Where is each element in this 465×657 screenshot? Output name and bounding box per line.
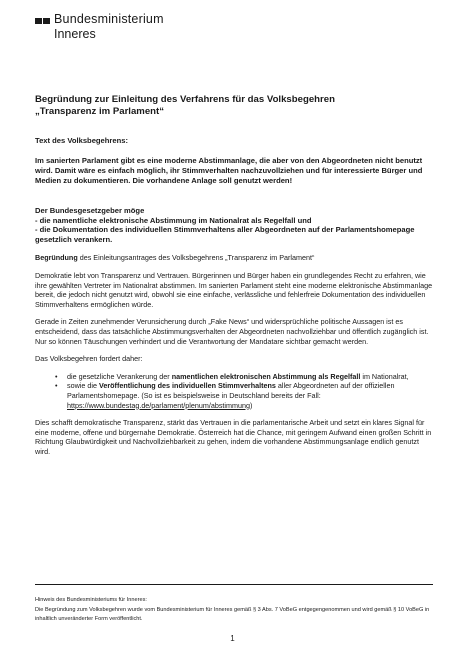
footer-divider bbox=[35, 584, 433, 585]
title-line-1: Begründung zur Einleitung des Verfahrens für das Volksbegehren bbox=[35, 94, 335, 105]
bullet-icon: • bbox=[55, 371, 58, 381]
logo-text-department: Inneres bbox=[54, 27, 96, 41]
demand-1-bold: namentlichen elektronischen Abstimmung als Regelfall bbox=[171, 371, 361, 381]
petition-text-label: Text des Volksbegehrens: bbox=[35, 136, 128, 145]
demand-1-post: im Nationalrat, bbox=[360, 371, 409, 381]
demand-item-2 bbox=[55, 381, 433, 410]
petition-text: Im sanierten Parlament gibt es eine moderne Abstimmanlage, die aber von den Abgeordneten nicht benutzt wird. Damit wäre es einfach möglich, ihr Stimmverhalten nachzuvollziehen und für interessierte Bürger und Medien zu dokumentieren. Die vorhandene Anlage soll genutzt werden! bbox=[35, 156, 423, 185]
footer-note-title: Hinweis des Bundesministeriums für Inneres: bbox=[35, 597, 147, 603]
request-item-2: - die Dokumentation des individuellen Stimmverhaltens aller Abgeordneten auf der Parlamentshomepage gesetzlich verankern. bbox=[35, 225, 415, 244]
reason-heading bbox=[35, 253, 433, 263]
reason-heading-bold: Begründung bbox=[35, 253, 78, 263]
demand-2-pre: sowie die bbox=[67, 381, 99, 391]
footer bbox=[35, 584, 433, 623]
demands-list bbox=[35, 372, 433, 410]
paragraph-3: Das Volksbegehren fordert daher: bbox=[35, 354, 143, 364]
demand-1-pre: die gesetzliche Verankerung der bbox=[67, 371, 172, 381]
demand-2-end: ) bbox=[249, 400, 253, 410]
paragraph-2: Gerade in Zeiten zunehmender Verunsicherung durch „Fake News“ und widersprüchliche politische Aussagen ist es entscheidend, dass das tatsächliche Abstimmungsverhalten der Abgeordneten nachvollziehbar und öffentlich zugänglich ist. Nur so können Täuschungen verhindert und die Verantwortung der Mandatare sichtbar gemacht werden. bbox=[35, 317, 429, 346]
demand-2-bold: Veröffentlichung des individuellen Stimmverhaltens bbox=[98, 381, 276, 391]
demand-2-post: aller Abgeordneten auf der offiziellen Parlamentshomepage. (So ist es beispielsweise in Deutschland bereits der Fall: bbox=[67, 381, 395, 400]
page-number: 1 bbox=[230, 634, 235, 643]
bundestag-link[interactable]: https://www.bundestag.de/parlament/plenum/abstimmung bbox=[67, 400, 250, 410]
logo-text-ministry: Bundesministerium bbox=[54, 12, 164, 26]
footer-note-text: Die Begründung zum Volksbegehren wurde vom Bundesministerium für Inneres gemäß § 3 Abs. 7 VoBeG entgegengenommen und wird gemäß § 10 VoBeG in inhaltlich unveränderter Form veröffentlicht. bbox=[35, 607, 430, 622]
document-body bbox=[35, 94, 433, 456]
reason-heading-rest: des Einleitungsantrages des Volksbegehrens „Transparenz im Parlament“ bbox=[77, 253, 315, 263]
request-heading: Der Bundesgesetzgeber möge bbox=[35, 206, 145, 215]
document-title bbox=[35, 94, 433, 118]
bullet-icon: • bbox=[55, 381, 58, 391]
demand-item-1 bbox=[55, 372, 433, 382]
logo-mark-right bbox=[43, 18, 50, 24]
logo-mark-left bbox=[35, 18, 42, 24]
title-line-2: „Transparenz im Parlament“ bbox=[35, 106, 165, 117]
ministry-logo bbox=[35, 12, 235, 46]
paragraph-4: Dies schafft demokratische Transparenz, stärkt das Vertrauen in die parlamentarische Arbeit und setzt ein klares Signal für eine moderne, offene und bürgernahe Demokratie. Österreich hat die Chance, mit geringem Aufwand einen großen Schritt in Richtung Glaubwürdigkeit und Nachvollziehbarkeit zu gehen, indem die vorhandene Abstimmungsanlage endlich genutzt wird. bbox=[35, 418, 432, 456]
request-item-1: - die namentliche elektronische Abstimmung im Nationalrat als Regelfall und bbox=[35, 215, 312, 225]
paragraph-1: Demokratie lebt von Transparenz und Vertrauen. Bürgerinnen und Bürger haben ein grundlegendes Recht zu erfahren, wie ihre gewählten Vertreter im Nationalrat abstimmen. Im sanierten Parlament steht eine moderne elektronische Abstimmanlage bereit, die jedoch nicht genutzt wird, obwohl sie eine einfache, verlässliche und fehlerfreie Dokumentation des individuellen Stimmverhaltens ermöglichen würde. bbox=[35, 270, 433, 309]
